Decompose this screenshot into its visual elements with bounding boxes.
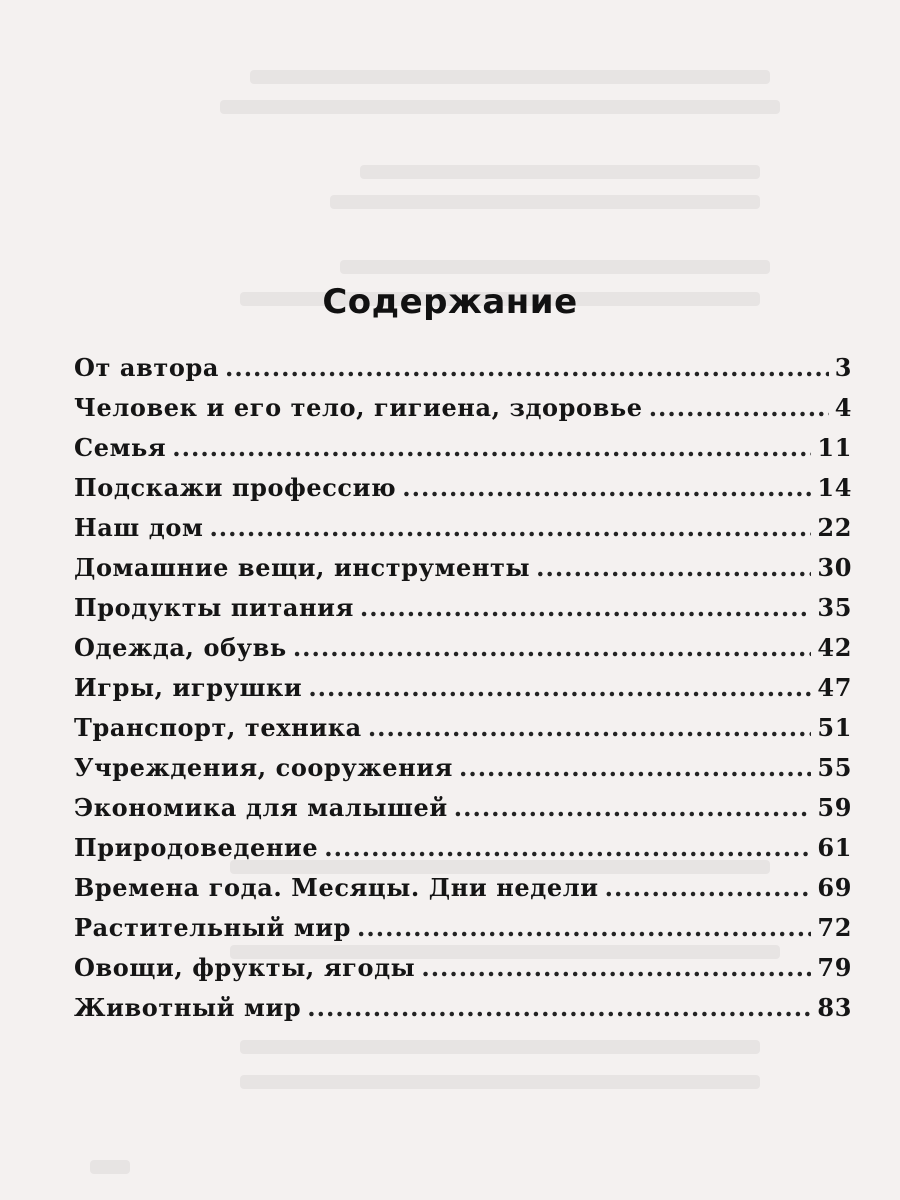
toc-entry xyxy=(74,388,852,428)
toc-entry-page-number: 22 xyxy=(817,513,852,542)
toc-entry-title: Овощи, фрукты, ягоды xyxy=(74,953,416,982)
dot-leader xyxy=(357,908,811,948)
toc-entry xyxy=(74,948,852,988)
dot-leader xyxy=(649,388,829,428)
toc-entry-title: Домашние вещи, инструменты xyxy=(74,553,531,582)
toc-entry xyxy=(74,348,852,388)
toc-entry-page-number: 59 xyxy=(817,793,852,822)
dot-leader xyxy=(360,588,811,628)
toc-entry xyxy=(74,508,852,548)
toc-entry-page-number: 14 xyxy=(817,473,852,502)
dot-leader xyxy=(324,828,811,868)
toc-entry-title: Учреждения, сооружения xyxy=(74,753,453,782)
toc-entry-page-number: 30 xyxy=(817,553,852,582)
toc-entry-page-number: 42 xyxy=(817,633,852,662)
toc-entry-title: Транспорт, техника xyxy=(74,713,362,742)
dot-leader xyxy=(308,668,811,708)
toc-entry-title: От автора xyxy=(74,353,219,382)
dot-leader xyxy=(209,508,811,548)
toc-entry xyxy=(74,748,852,788)
toc-entry xyxy=(74,468,852,508)
toc-entry-page-number: 79 xyxy=(817,953,852,982)
toc-entry-title: Подскажи профессию xyxy=(74,473,397,502)
toc-entry xyxy=(74,868,852,908)
toc-entry-title: Игры, игрушки xyxy=(74,673,303,702)
toc-entry-page-number: 3 xyxy=(834,353,852,382)
toc-entry-page-number: 83 xyxy=(817,993,852,1022)
toc-entry-page-number: 4 xyxy=(834,393,852,422)
toc-entry-title: Животный мир xyxy=(74,993,302,1022)
toc-entry-page-number: 69 xyxy=(817,873,852,902)
toc-entry-title: Времена года. Месяцы. Дни недели xyxy=(74,873,599,902)
dot-leader xyxy=(454,788,812,828)
toc-entry-title: Семья xyxy=(74,433,167,462)
toc-entry-title: Наш дом xyxy=(74,513,204,542)
toc-entry-title: Растительный мир xyxy=(74,913,352,942)
toc-entry xyxy=(74,828,852,868)
dot-leader xyxy=(368,708,812,748)
toc-entry xyxy=(74,668,852,708)
toc-entry-title: Природоведение xyxy=(74,833,319,862)
toc-entry-page-number: 35 xyxy=(817,593,852,622)
toc-entry-title: Экономика для малышей xyxy=(74,793,448,822)
dot-leader xyxy=(225,348,829,388)
toc-entry xyxy=(74,788,852,828)
toc-entry-title: Одежда, обувь xyxy=(74,633,287,662)
dot-leader xyxy=(536,548,811,588)
toc-entry-page-number: 47 xyxy=(817,673,852,702)
toc-entry-page-number: 72 xyxy=(817,913,852,942)
toc-entry xyxy=(74,708,852,748)
toc-entry-page-number: 51 xyxy=(817,713,852,742)
toc-entry xyxy=(74,548,852,588)
toc-entry xyxy=(74,908,852,948)
toc-entry-page-number: 55 xyxy=(817,753,852,782)
dot-leader xyxy=(605,868,812,908)
table-of-contents xyxy=(74,348,852,1028)
dot-leader xyxy=(421,948,811,988)
dot-leader xyxy=(293,628,812,668)
dot-leader xyxy=(172,428,811,468)
dot-leader xyxy=(459,748,811,788)
toc-entry-title: Продукты питания xyxy=(74,593,354,622)
page-title: Содержание xyxy=(322,282,578,322)
dot-leader xyxy=(402,468,811,508)
toc-entry xyxy=(74,428,852,468)
toc-entry xyxy=(74,588,852,628)
toc-entry-page-number: 11 xyxy=(817,433,852,462)
toc-entry-page-number: 61 xyxy=(817,833,852,862)
toc-entry-title: Человек и его тело, гигиена, здоровье xyxy=(74,393,643,422)
toc-entry xyxy=(74,628,852,668)
toc-entry xyxy=(74,988,852,1028)
dot-leader xyxy=(307,988,811,1028)
